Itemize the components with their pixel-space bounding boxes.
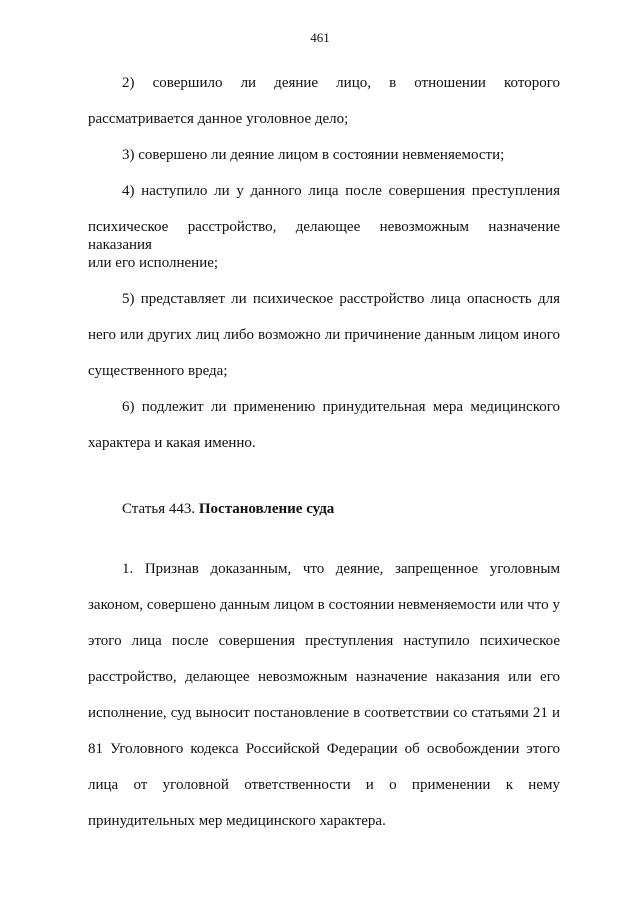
item-5-line-3: существенного вреда;: [88, 363, 228, 379]
item-4-line-2: психическое расстройство, делающее невозможным назначение наказания: [88, 219, 560, 253]
item-4-line-1: 4) наступило ли у данного лица после совершения преступления: [122, 183, 560, 199]
paragraph-1-line-1: 1. Признав доказанным, что деяние, запрещенное уголовным: [122, 561, 560, 577]
item-2-line-1: 2) совершило ли деяние лицо, в отношении которого: [122, 75, 560, 91]
article-heading: [122, 500, 334, 518]
item-4-line-3: или его исполнение;: [88, 255, 219, 271]
item-6-line-1: 6) подлежит ли применению принудительная мера медицинского: [122, 399, 560, 415]
paragraph-1-line-7: лица от уголовной ответственности и о применении к нему: [88, 777, 560, 793]
item-5-line-1: 5) представляет ли психическое расстройство лица опасность для: [122, 291, 560, 307]
page-number: 461: [310, 30, 330, 45]
paragraph-1-line-3: этого лица после совершения преступления наступило психическое: [88, 633, 560, 649]
paragraph-1-line-4: расстройство, делающее невозможным назначение наказания или его: [88, 669, 560, 685]
paragraph-1-line-2: законом, совершено данным лицом в состоянии невменяемости или что у: [88, 597, 560, 613]
item-3-line-1: 3) совершено ли деяние лицом в состоянии невменяемости;: [122, 147, 505, 163]
article-label: Статья 443.: [122, 501, 196, 517]
article-title: Постановление суда: [198, 501, 335, 517]
paragraph-1-line-6: 81 Уголовного кодекса Российской Федерации об освобождении этого: [88, 741, 560, 757]
paragraph-1-line-5: исполнение, суд выносит постановление в соответствии со статьями 21 и: [88, 705, 560, 721]
item-6-line-2: характера и какая именно.: [88, 435, 256, 451]
item-2-line-2: рассматривается данное уголовное дело;: [88, 111, 349, 127]
paragraph-1-line-8: принудительных мер медицинского характера.: [88, 813, 386, 829]
item-5-line-2: него или других лиц либо возможно ли причинение данным лицом иного: [88, 327, 560, 343]
